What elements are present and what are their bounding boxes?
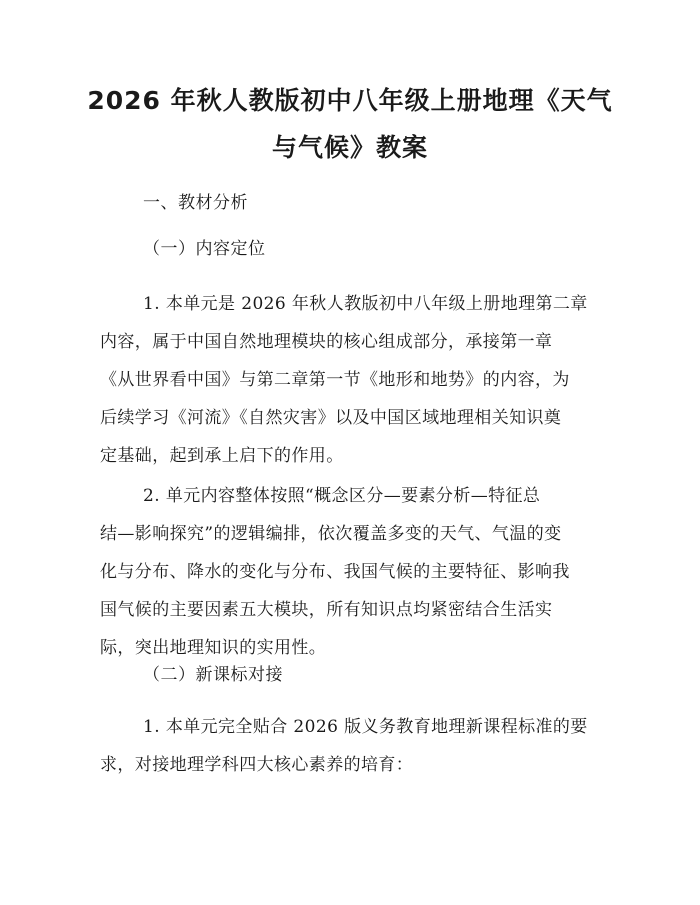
paragraph-line: 化与分布、降水的变化与分布、我国气候的主要特征、影响我 bbox=[100, 562, 570, 582]
document-title-line-2: 与气候》教案 bbox=[271, 133, 428, 162]
paragraph-line: 1. 本单元是 2026 年秋人教版初中八年级上册地理第二章 bbox=[143, 294, 588, 314]
paragraph-line: 《从世界看中国》与第二章第一节《地形和地势》的内容，为 bbox=[100, 370, 570, 390]
paragraph-line: 际，突出地理知识的实用性。 bbox=[100, 638, 327, 658]
section-heading-textbook-analysis: 一、教材分析 bbox=[143, 193, 248, 213]
paragraph-unit-position bbox=[100, 285, 608, 475]
subsection-heading-content-positioning: （一）内容定位 bbox=[143, 239, 266, 259]
subsection-heading-curriculum-standards: （二）新课标对接 bbox=[143, 665, 283, 685]
paragraph-line: 内容，属于中国自然地理模块的核心组成部分，承接第一章 bbox=[100, 332, 553, 352]
document-title-line-1: 2026 年秋人教版初中八年级上册地理《天气 bbox=[87, 86, 613, 115]
paragraph-curriculum-alignment bbox=[100, 708, 608, 784]
paragraph-line: 国气候的主要因素五大模块，所有知识点均紧密结合生活实 bbox=[100, 600, 553, 620]
paragraph-line: 求，对接地理学科四大核心素养的培育： bbox=[100, 755, 414, 775]
paragraph-line: 定基础，起到承上启下的作用。 bbox=[100, 446, 344, 466]
paragraph-line: 后续学习《河流》《自然灾害》以及中国区域地理相关知识奠 bbox=[100, 408, 562, 428]
paragraph-unit-structure bbox=[100, 477, 608, 667]
paragraph-line: 1. 本单元完全贴合 2026 版义务教育地理新课程标准的要 bbox=[143, 717, 588, 737]
paragraph-line: 结—影响探究”的逻辑编排，依次覆盖多变的天气、气温的变 bbox=[100, 524, 562, 544]
paragraph-line: 2. 单元内容整体按照“概念区分—要素分析—特征总 bbox=[143, 486, 541, 506]
